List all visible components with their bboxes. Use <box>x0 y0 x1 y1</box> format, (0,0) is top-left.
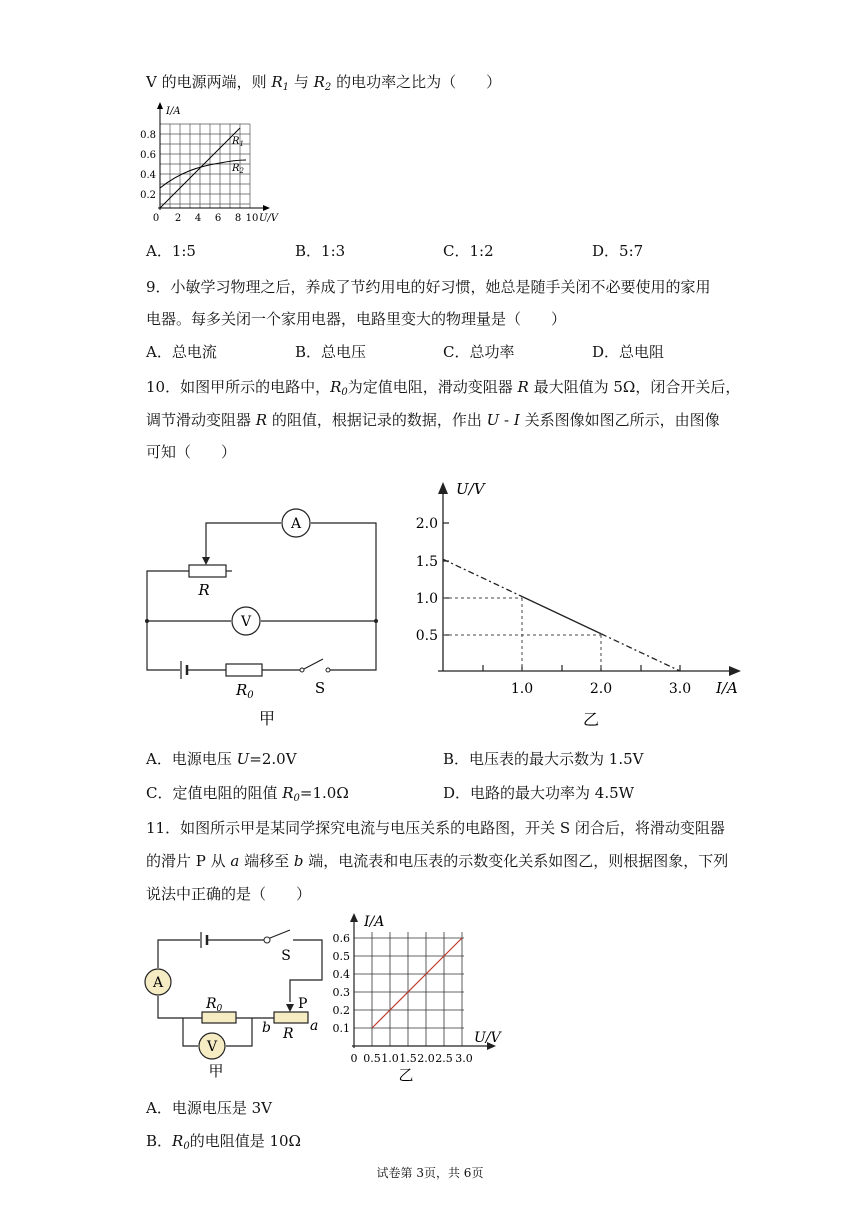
q8-option-a[interactable]: A．1:5 <box>146 242 196 260</box>
x-tick: 2.0 <box>417 1052 435 1065</box>
q9-stem-line2: 电器。每多关闭一个家用电器，电路里变大的物理量是（ ） <box>146 310 567 328</box>
u-i-segment <box>522 597 601 634</box>
q9-option-a[interactable]: A．总电流 <box>146 343 217 361</box>
r0-label: $R_0$ <box>236 681 254 701</box>
y-tick: 0.3 <box>332 986 350 999</box>
y-axis-label: I/A <box>364 914 385 930</box>
rheostat-r <box>189 565 226 577</box>
r1-symbol: $R_1$ <box>271 73 290 93</box>
i-u-line <box>372 938 462 1028</box>
q11-option-b[interactable]: B．$R_0$的电阻值是 10Ω <box>146 1132 301 1152</box>
q9-stem-line1: 9．小敏学习物理之后，养成了节约用电的好习惯，她总是随手关闭不必要使用的家用 <box>146 278 711 296</box>
x-tick: 1.5 <box>399 1052 417 1065</box>
y-tick: 0.5 <box>415 628 438 644</box>
rheostat-r <box>274 1012 308 1023</box>
q8-option-c[interactable]: C．1:2 <box>443 242 494 260</box>
x-tick: 8 <box>234 213 242 224</box>
svg-text:A: A <box>290 516 302 532</box>
q10-stem-line1: 10．如图甲所示的电路中，$R_0$为定值电阻，滑动变阻器 R 最大阻值为 5Ω，闭合开关后， <box>146 378 741 398</box>
resistor-r0 <box>226 664 262 676</box>
q10-circuit-diagram <box>140 505 390 730</box>
q11-stem-line3: 说法中正确的是（ ） <box>146 885 312 903</box>
q10-graph <box>410 478 750 732</box>
y-tick: 1.0 <box>415 591 438 607</box>
svg-text:b: b <box>262 1020 271 1036</box>
q11-stem-line1: 11．如图所示甲是某同学探究电流与电压关系的电路图，开关 S 闭合后，将滑动变阻器 <box>146 819 725 837</box>
q8-graph <box>140 100 290 228</box>
svg-text:S: S <box>314 679 326 697</box>
y-tick: 0.4 <box>140 170 156 181</box>
q8-option-b[interactable]: B．1:3 <box>295 242 346 260</box>
x-axis-label: U/V <box>259 213 279 224</box>
x-tick: 0 <box>152 213 160 224</box>
q9-option-d[interactable]: D．总电阻 <box>592 343 665 361</box>
q10-option-b[interactable]: B．电压表的最大示数为 1.5V <box>443 750 644 768</box>
y-tick: 0.6 <box>332 932 350 945</box>
q11-stem-line2: 的滑片 P 从 a 端移至 b 端，电流表和电压表的示数变化关系如图乙，则根据图象，下列 <box>146 852 729 870</box>
y-tick: 2.0 <box>415 516 438 532</box>
x-tick: 2.0 <box>589 681 613 697</box>
r2-symbol: $R_2$ <box>313 73 332 93</box>
x-tick: 0.5 <box>363 1052 381 1065</box>
x-tick: 3.0 <box>668 681 692 697</box>
svg-text:R: R <box>198 581 210 599</box>
svg-text:S: S <box>281 948 291 964</box>
svg-text:P: P <box>298 996 308 1012</box>
y-tick: 0.2 <box>332 1004 350 1017</box>
q10-option-d[interactable]: D．电路的最大功率为 4.5W <box>443 784 635 802</box>
y-tick: 1.5 <box>415 554 438 570</box>
q10-stem-line2: 调节滑动变阻器 R 的阻值，根据记录的数据，作出 U - I 关系图像如图乙所示，由图像 <box>146 411 720 429</box>
x-axis-label: U/V <box>474 1030 501 1046</box>
q10-option-c[interactable]: C．定值电阻的阻值 $R_0=1.0\Omega$ <box>146 784 349 804</box>
q8-stem <box>146 72 501 92</box>
x-tick: 0 <box>350 1052 358 1065</box>
y-axis-label: I/A <box>166 106 181 117</box>
x-tick: 1.0 <box>510 681 534 697</box>
r1-label: $R_1$ <box>232 136 244 148</box>
q8-text: 与 <box>293 73 314 91</box>
q11-option-a[interactable]: A．电源电压是 3V <box>146 1099 272 1117</box>
svg-text:a: a <box>310 1018 319 1034</box>
q11-circuit-diagram <box>140 922 330 1084</box>
y-tick: 0.8 <box>140 130 156 141</box>
r2-label: $R_2$ <box>232 163 244 175</box>
svg-text:V: V <box>240 614 252 630</box>
q10-stem-line3: 可知（ ） <box>146 443 237 461</box>
svg-text:甲: 甲 <box>258 709 276 728</box>
x-tick: 1.0 <box>381 1052 399 1065</box>
r0-label: $R_0$ <box>206 996 223 1014</box>
x-tick: 4 <box>194 213 202 224</box>
svg-text:V: V <box>206 1039 218 1055</box>
u-i-segment <box>443 559 522 596</box>
svg-text:R: R <box>283 1026 294 1042</box>
u-i-line <box>443 559 680 671</box>
y-axis-label: U/V <box>456 480 485 498</box>
graph-caption: 乙 <box>582 710 600 729</box>
q8-text: V 的电源两端，则 <box>146 73 272 91</box>
y-tick: 0.4 <box>332 968 350 981</box>
svg-text:甲: 甲 <box>208 1062 224 1080</box>
q9-option-b[interactable]: B．总电压 <box>295 343 367 361</box>
y-tick: 0.6 <box>140 150 156 161</box>
x-tick: 6 <box>214 213 222 224</box>
graph-caption: 乙 <box>398 1066 414 1084</box>
x-tick: 3.0 <box>455 1052 473 1065</box>
q10-option-a[interactable]: A．电源电压 U=2.0V <box>146 750 297 768</box>
page-footer: 试卷第 3页，共 6页 <box>376 1166 484 1180</box>
x-tick: 2 <box>174 213 182 224</box>
q11-graph <box>330 910 510 1085</box>
y-tick: 0.1 <box>332 1022 350 1035</box>
y-tick: 0.5 <box>332 950 350 963</box>
x-tick: 10 <box>245 213 259 224</box>
y-tick: 0.2 <box>140 190 156 201</box>
q9-option-c[interactable]: C．总功率 <box>443 343 515 361</box>
q8-text: 的电功率之比为（ ） <box>336 73 502 91</box>
q8-option-d[interactable]: D．5:7 <box>592 242 644 260</box>
x-tick: 2.5 <box>435 1052 453 1065</box>
svg-text:A: A <box>152 975 164 991</box>
x-axis-label: I/A <box>716 679 738 697</box>
